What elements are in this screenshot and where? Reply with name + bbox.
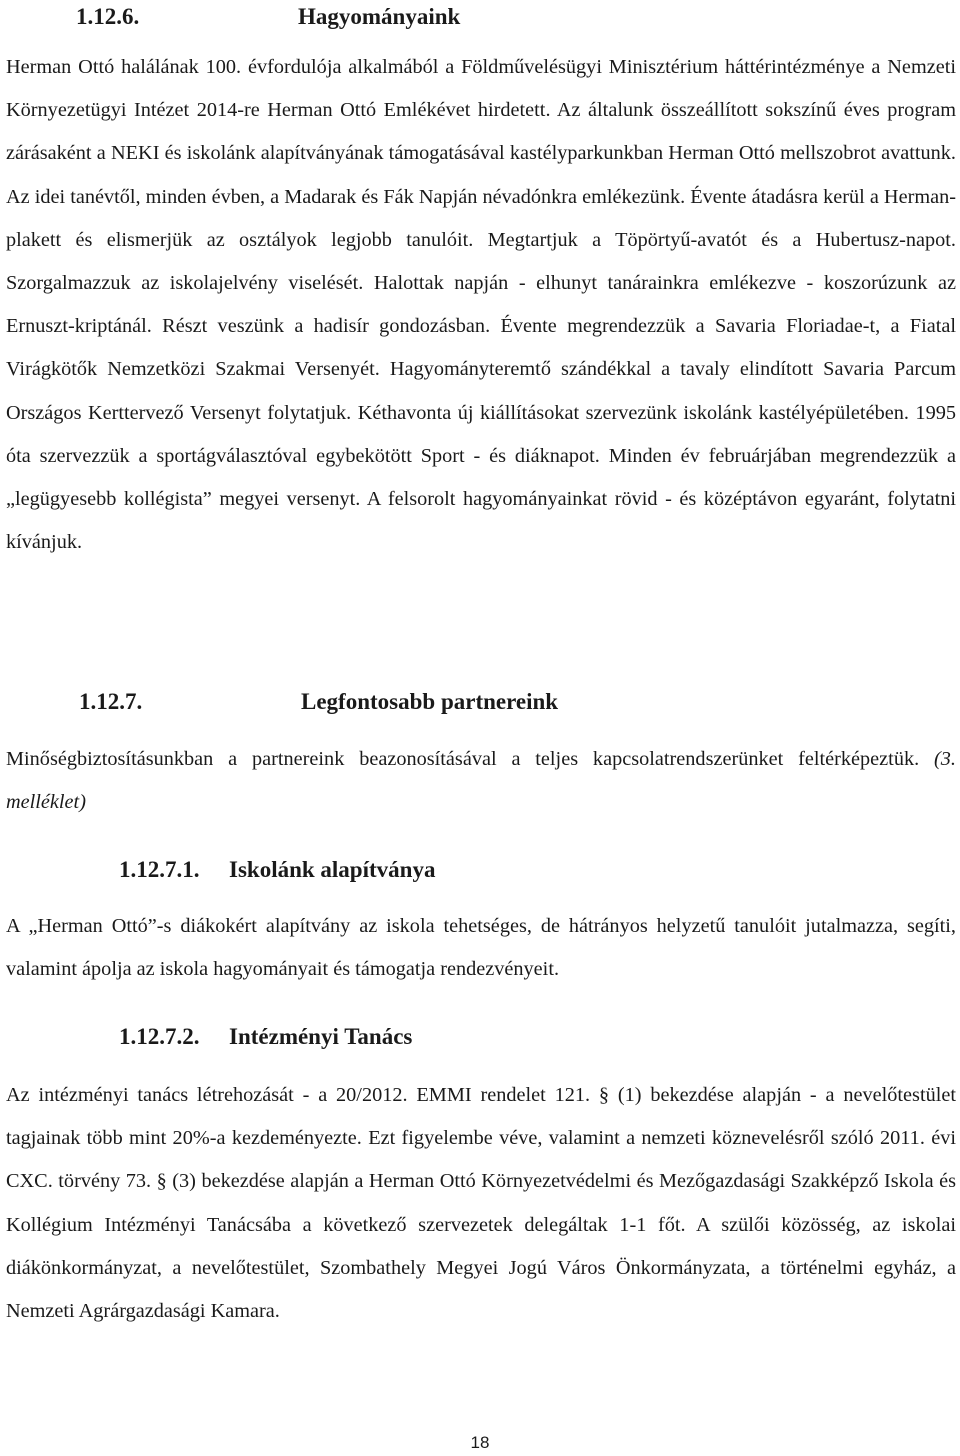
section-number: 1.12.7.2.: [119, 1024, 200, 1049]
paragraph-text: Minőségbiztosításunkban a partnereink beazonosításával a teljes kapcsolatrendszerünket feltérképeztük.: [6, 748, 935, 770]
section-title: Hagyományaink: [298, 4, 461, 29]
paragraph-text: Az intézményi tanács létrehozását - a 20/2012. EMMI rendelet 121. § (1) bekezdése alapján - a nevelőtestület tagjainak több mint 20%-a kezdeményezte. Ezt figyelembe véve, valamint a nemzeti köznevelésről szóló 2011. évi CXC. törvény 73. § (3) bekezdése alapján a Herman Ottó Környezetvédelmi és Mezőgazdasági Szakképző Iskola és Kollégium Intézményi Tanácsába a következő szervezetek delegáltak 1-1 főt. A szülői közösség, az iskolai diákönkormányzat, a nevelőtestület, Szombathely Megyei Jogú Város Önkormányzata, a történelmi egyház, a Nemzeti Agrárgazdasági Kamara.: [6, 1084, 956, 1323]
paragraph-hagyomanyaink: [6, 46, 956, 564]
section-title: Intézményi Tanács: [229, 1024, 413, 1049]
section-heading-partnereink: [79, 687, 558, 717]
section-heading-hagyomanyaink: [76, 2, 460, 32]
paragraph-text: Herman Ottó halálának 100. évfordulója alkalmából a Földművelésügyi Minisztérium háttérintézménye a Nemzeti Környezetügyi Intézet 2014-re Herman Ottó Emlékévet hirdetett. Az általunk összeállított sokszínű éves program zárásaként a NEKI és iskolánk alapítványának támogatásával kastélyparkunkban Herman Ottó mellszobrot avattunk. Az idei tanévtől, minden évben, a Madarak és Fák Napján névadónkra emlékezünk. Évente átadásra kerül a Herman-plakett és elismerjük az osztályok legjobb tanulóit. Megtartjuk a Töpörtyű-avatót és a Hubertusz-napot. Szorgalmazzuk az iskolajelvény viselését. Halottak napján - elhunyt tanárainkra emlékezve - koszorúzunk az Ernuszt-kriptánál. Részt veszünk a hadisír gondozásban. Évente megrendezzük a Savaria Floriadae-t, a Fiatal Virágkötők Nemzetközi Szakmai Versenyét. Hagyományteremtő szándékkal a tavaly elindított Savaria Parcum Országos Kerttervező Versenyt folytatjuk. Kéthavonta új kiállításokat szervezünk iskolánk kastélyépületében. 1995 óta szervezzük a sportágválasztóval egybekötött Sport - és diáknapot. Minden év februárjában megrendezzük a „legügyesebb kollégista” megyei versenyt. A felsorolt hagyományainkat rövid - és középtávon egyaránt, folytatni kívánjuk.: [6, 56, 957, 554]
paragraph-text: A „Herman Ottó”-s diákokért alapítvány az iskola tehetséges, de hátrányos helyzetű tanulóit jutalmazza, segíti, valamint ápolja az iskola hagyományait és támogatja rendezvényeit.: [6, 915, 956, 981]
annex-reference: (3. melléklet): [6, 748, 956, 814]
section-heading-alapitvany: [119, 855, 435, 885]
section-number: 1.12.7.: [79, 689, 143, 714]
section-number: 1.12.6.: [76, 4, 140, 29]
paragraph-intezmenyi-tanacs: [6, 1074, 956, 1333]
paragraph-partnereink: [6, 738, 956, 824]
page-number: 18: [470, 1433, 490, 1452]
paragraph-alapitvany: [6, 905, 956, 991]
section-number: 1.12.7.1.: [119, 857, 200, 882]
section-title: Legfontosabb partnereink: [301, 689, 559, 714]
section-heading-intezmenyi-tanacs: [119, 1022, 412, 1052]
section-title: Iskolánk alapítványa: [229, 857, 436, 882]
